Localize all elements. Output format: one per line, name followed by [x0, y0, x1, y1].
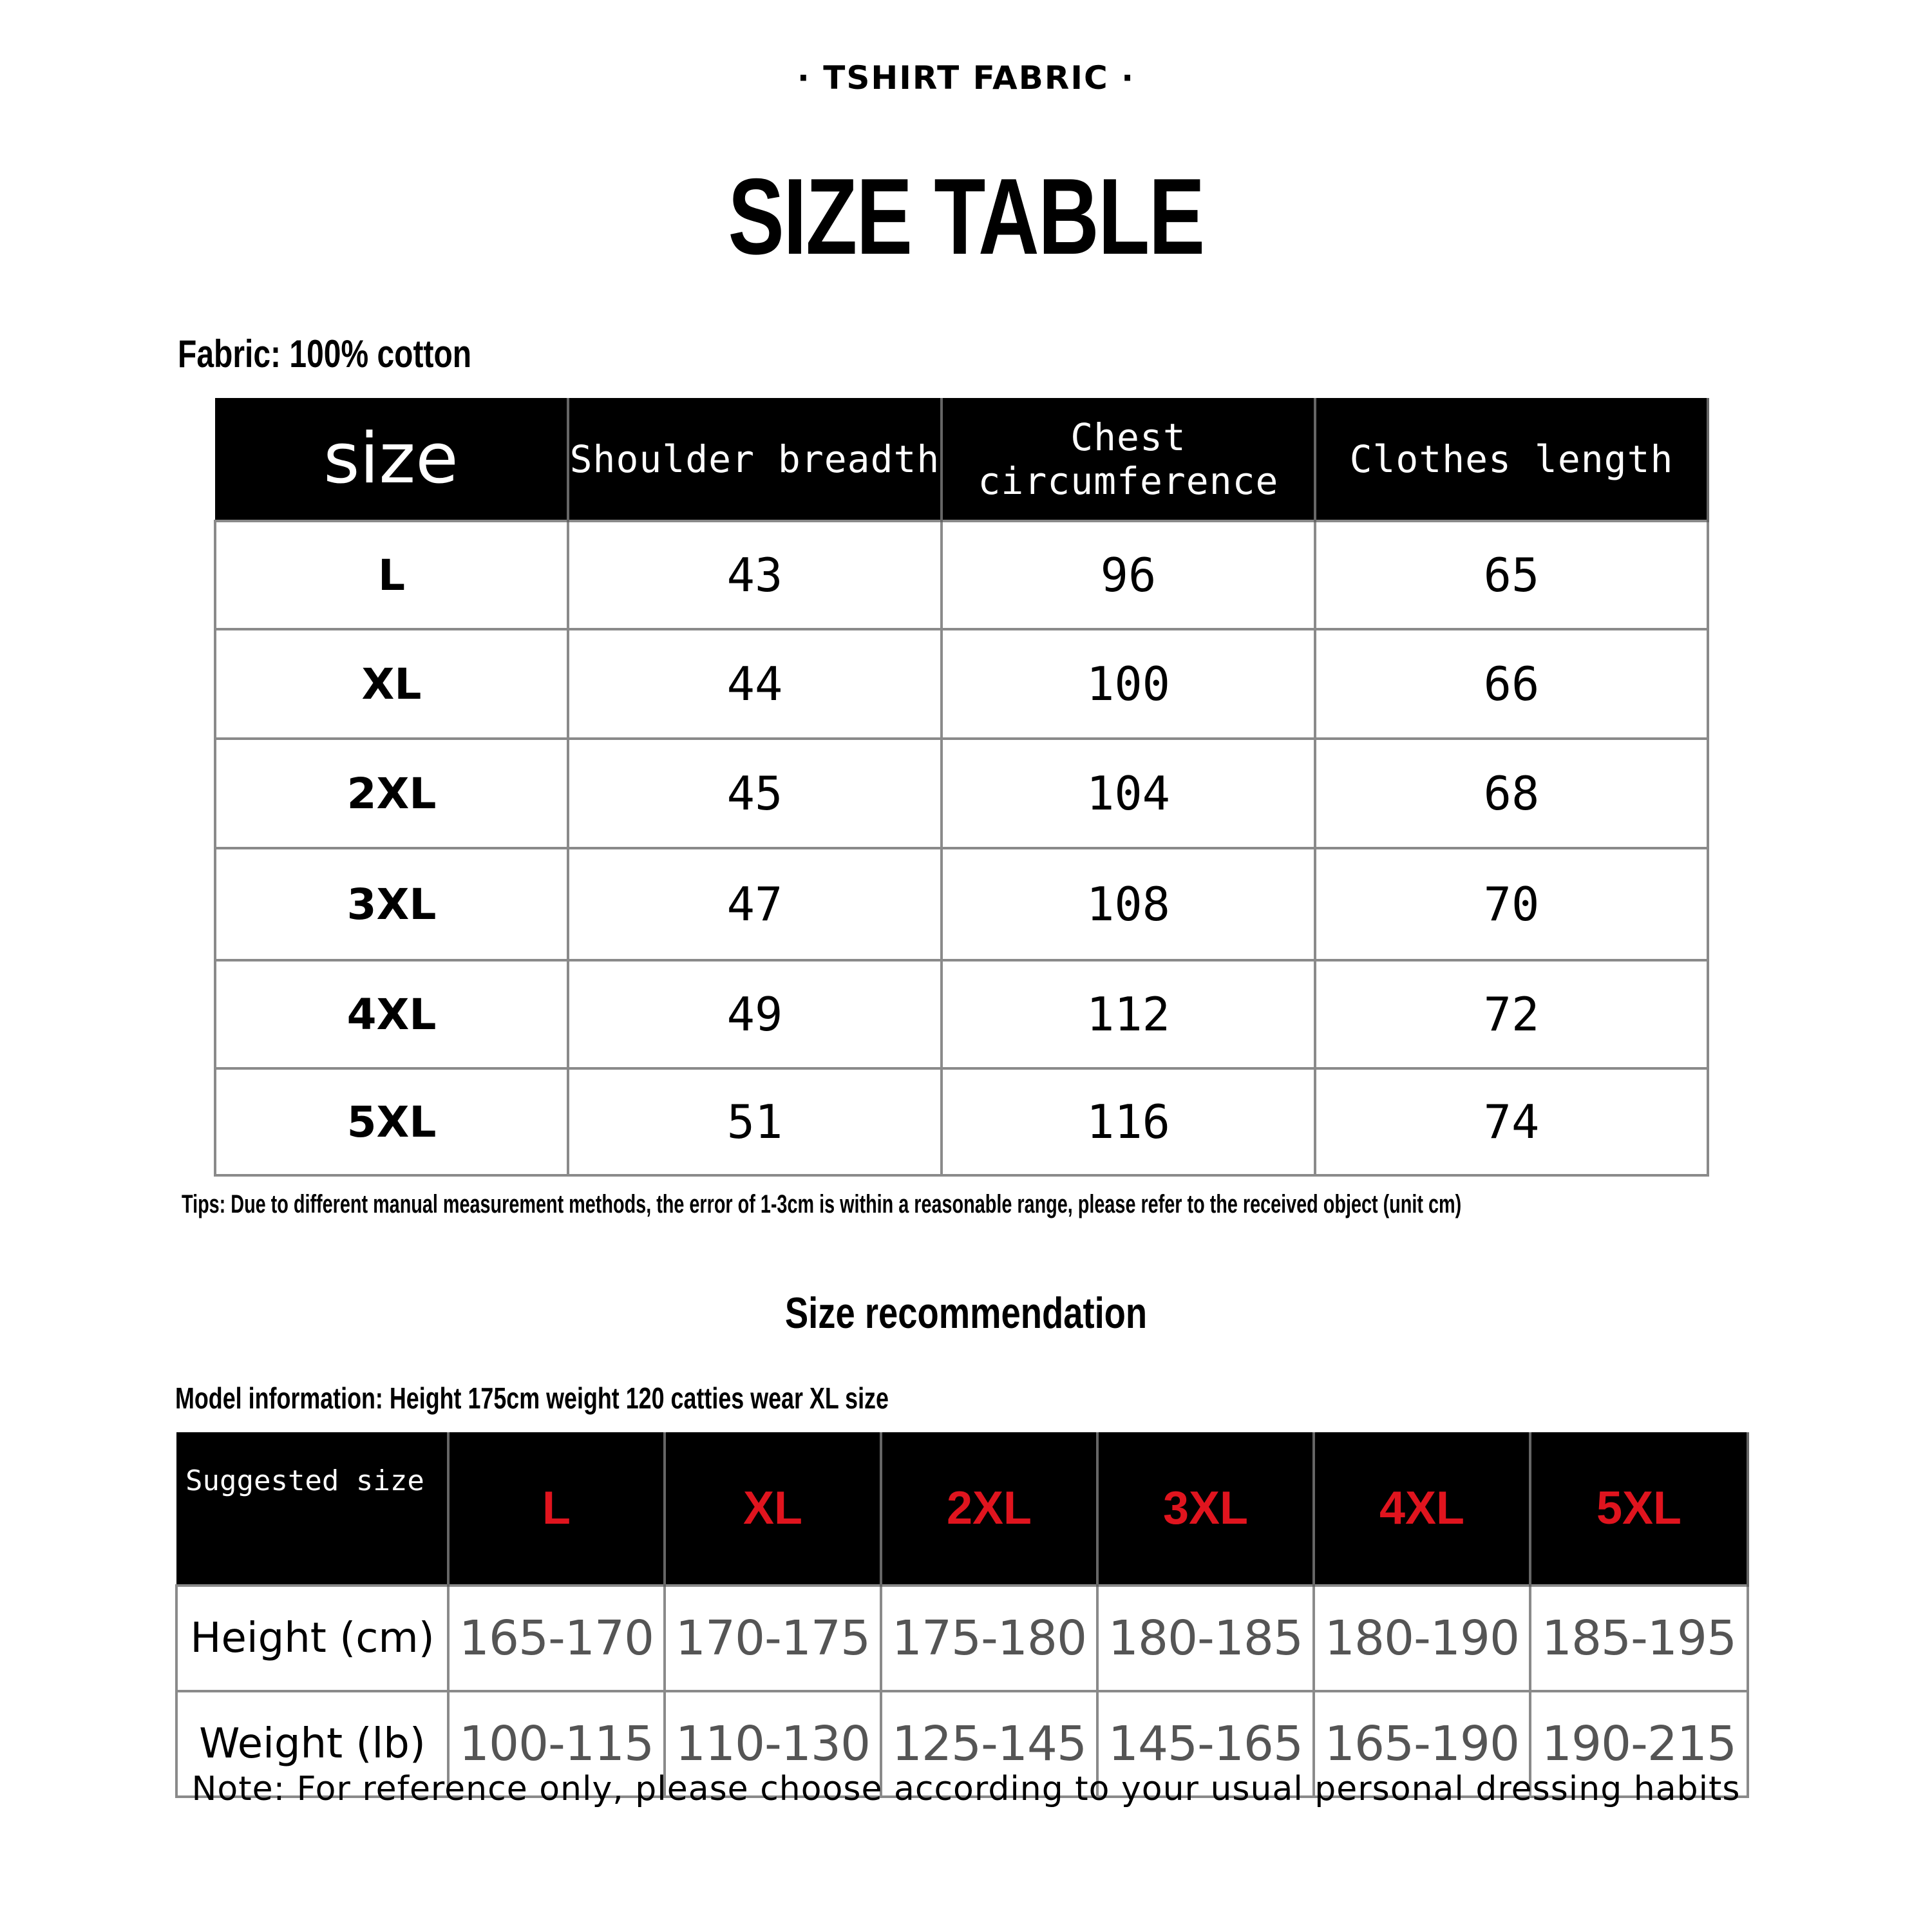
recommendation-header [176, 1432, 1748, 1586]
length-cell: 72 [1315, 960, 1708, 1068]
weight-range: 165-190 [1314, 1691, 1530, 1797]
header-size: size [215, 398, 568, 521]
table-row [215, 848, 1708, 960]
size-heading: 5XL [1530, 1432, 1748, 1586]
weight-range: 110-130 [665, 1691, 881, 1797]
length-cell: 68 [1315, 739, 1708, 848]
table-row [215, 739, 1708, 848]
model-information: Model information: Height 175cm weight 120 catties wear XL size [175, 1381, 889, 1415]
fabric-label: Fabric: 100% cotton [178, 332, 472, 375]
size-cell: L [215, 521, 568, 629]
size-heading: XL [665, 1432, 881, 1586]
height-range: 180-190 [1314, 1586, 1530, 1691]
size-heading: 3XL [1097, 1432, 1314, 1586]
table-row [215, 629, 1708, 739]
length-cell: 65 [1315, 521, 1708, 629]
size-heading: L [448, 1432, 665, 1586]
shoulder-cell: 44 [568, 629, 942, 739]
weight-label: Weight (lb) [176, 1691, 448, 1797]
table-row [215, 1068, 1708, 1175]
chest-cell: 96 [942, 521, 1315, 629]
shoulder-cell: 47 [568, 848, 942, 960]
chest-cell: 104 [942, 739, 1315, 848]
chest-cell: 116 [942, 1068, 1315, 1175]
size-table-header [215, 398, 1708, 521]
chest-cell: 112 [942, 960, 1315, 1068]
size-recommendation-title: Size recommendation [784, 1289, 1148, 1338]
size-cell: 5XL [215, 1068, 568, 1175]
chest-cell: 108 [942, 848, 1315, 960]
size-cell: XL [215, 629, 568, 739]
header-chest-circumference: Chest circumference [942, 398, 1315, 521]
page-title: SIZE TABLE [728, 156, 1204, 277]
weight-range: 125-145 [881, 1691, 1097, 1797]
shoulder-cell: 49 [568, 960, 942, 1068]
shoulder-cell: 45 [568, 739, 942, 848]
height-range: 170-175 [665, 1586, 881, 1691]
suggested-size-label: Suggested size [176, 1432, 448, 1586]
size-heading: 2XL [881, 1432, 1097, 1586]
weight-range: 190-215 [1530, 1691, 1748, 1797]
height-row [176, 1586, 1748, 1691]
height-range: 180-185 [1097, 1586, 1314, 1691]
height-range: 185-195 [1530, 1586, 1748, 1691]
weight-range: 100-115 [448, 1691, 665, 1797]
shoulder-cell: 51 [568, 1068, 942, 1175]
shoulder-cell: 43 [568, 521, 942, 629]
header-clothes-length: Clothes length [1315, 398, 1708, 521]
size-table [214, 398, 1709, 1177]
height-range: 165-170 [448, 1586, 665, 1691]
chest-cell: 100 [942, 629, 1315, 739]
height-range: 175-180 [881, 1586, 1097, 1691]
header-shoulder-breadth: Shoulder breadth [568, 398, 942, 521]
length-cell: 70 [1315, 848, 1708, 960]
reference-note: Note: For reference only, please choose according to your usual personal dressing habits [191, 1770, 1741, 1808]
size-cell: 2XL [215, 739, 568, 848]
length-cell: 74 [1315, 1068, 1708, 1175]
length-cell: 66 [1315, 629, 1708, 739]
size-cell: 4XL [215, 960, 568, 1068]
weight-range: 145-165 [1097, 1691, 1314, 1797]
measurement-tips: Tips: Due to different manual measurement methods, the error of 1-3cm is within a reasonable range, please refer to the received object (unit cm) [182, 1190, 1462, 1218]
height-label: Height (cm) [176, 1586, 448, 1691]
size-cell: 3XL [215, 848, 568, 960]
eyebrow-label: · TSHIRT FABRIC · [797, 59, 1135, 97]
size-heading: 4XL [1314, 1432, 1530, 1586]
table-row [215, 521, 1708, 629]
table-row [215, 960, 1708, 1068]
recommendation-table [175, 1432, 1749, 1798]
